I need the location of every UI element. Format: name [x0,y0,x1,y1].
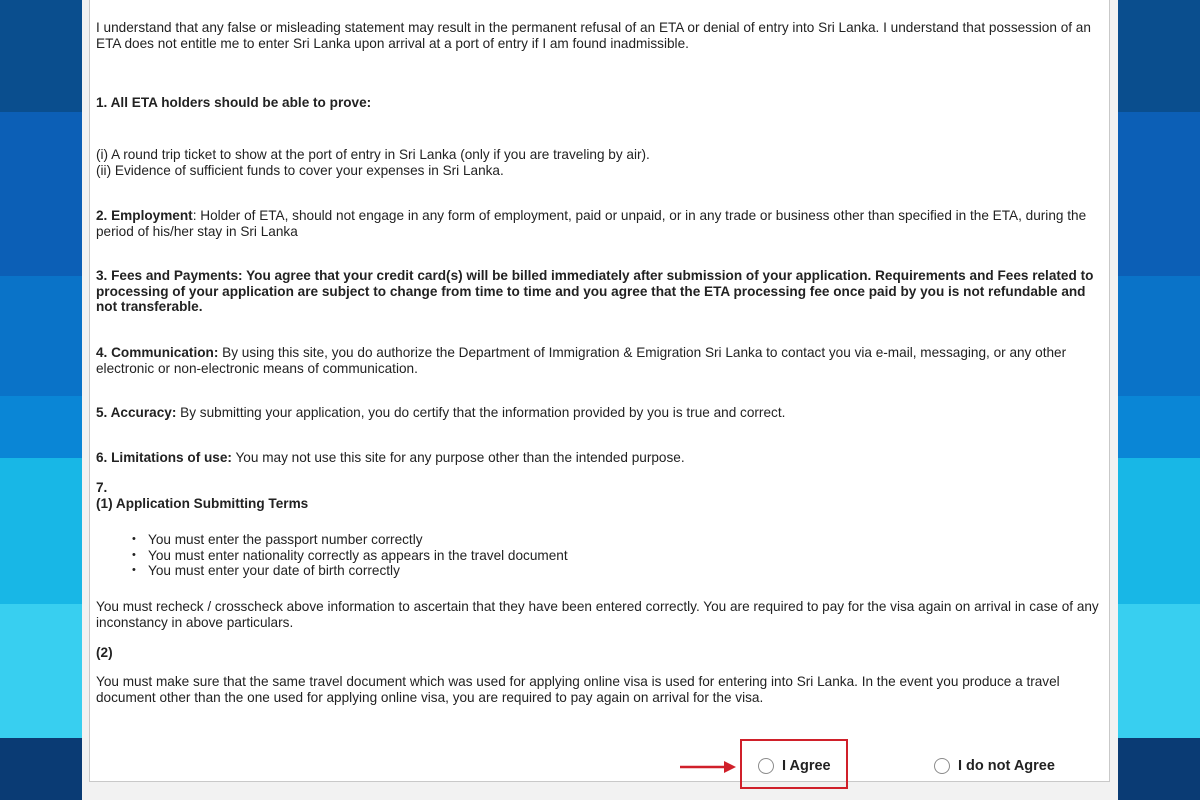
section-1-item: (i) A round trip ticket to show at the port of entry in Sri Lanka (only if you are traveling by air). [96,147,650,162]
agree-label: I Agree [782,758,831,774]
accuracy-paragraph [96,405,1106,421]
disagree-radio[interactable] [934,758,950,774]
employment-text: : Holder of ETA, should not engage in any form of employment, paid or unpaid, or in any trade or business other than specified in the ETA, during the period of his/her stay in Sri Lanka [96,208,1087,239]
list-item: • You must enter the passport number correctly [148,532,1158,548]
communication-text: By using this site, you do authorize the Department of Immigration & Emigration Sri Lanka to contact you via e-mail, messaging, or any other electronic or non-electronic means of communication. [96,345,1067,376]
section-7-2-title: (2) [96,645,113,660]
communication-label: 4. Communication: [96,345,219,360]
section-7-number: 7. [96,480,108,495]
section-1-title: 1. All ETA holders should be able to prove: [96,95,372,110]
agree-radio[interactable] [758,758,774,774]
limitations-text: You may not use this site for any purpose other than the intended purpose. [231,450,685,465]
intro-paragraph: I understand that any false or misleading statement may result in the permanent refusal of an ETA or denial of entry into Sri Lanka. I understand that possession of an ETA does not entitle me to enter Sri Lanka upon arrival at a port of entry if I am found inadmissible. [96,20,1091,51]
disagree-label: I do not Agree [958,758,1055,774]
arrow-icon [678,758,738,776]
terms-panel [82,0,1118,800]
disagree-option[interactable] [934,758,1055,774]
fees-text: You agree that your credit card(s) will be billed immediately after submission of your application. Requirements and Fees related to processing of your application are subject to change from time to time and you agree that the ETA processing fee once paid by you is not refundable and not transferable. [96,268,1094,315]
fees-label: 3. Fees and Payments: [96,268,243,283]
terms-frame[interactable] [89,0,1110,782]
limitations-paragraph [96,450,1106,466]
fees-paragraph [96,268,1106,315]
limitations-label: 6. Limitations of use: [96,450,232,465]
section-1-item: (ii) Evidence of sufficient funds to cover your expenses in Sri Lanka. [96,162,504,178]
accuracy-text: By submitting your application, you do certify that the information provided by you is true and correct. [176,405,786,420]
employment-label: 2. Employment [96,208,193,223]
communication-paragraph [96,345,1106,376]
accuracy-label: 5. Accuracy: [96,405,177,420]
submitting-terms-list [96,532,1158,579]
list-item: • You must enter nationality correctly as appears in the travel document [148,548,1158,564]
section-7-1-title: (1) Application Submitting Terms [96,496,309,511]
document-paragraph: You must make sure that the same travel document which was used for applying online visa is used for entering into Sri Lanka. In the event you produce a travel document other than the one used for applying online visa, you are required to pay again on arrival for the visa. [96,674,1060,705]
employment-paragraph [96,208,1106,239]
recheck-paragraph: You must recheck / crosscheck above information to ascertain that they have been entered correctly. You are required to pay for the visa again on arrival in case of any inconstancy in above particulars. [96,599,1099,630]
agree-option[interactable] [758,758,831,774]
list-item: • You must enter your date of birth correctly [148,563,1158,579]
section-1-list [96,147,1106,178]
